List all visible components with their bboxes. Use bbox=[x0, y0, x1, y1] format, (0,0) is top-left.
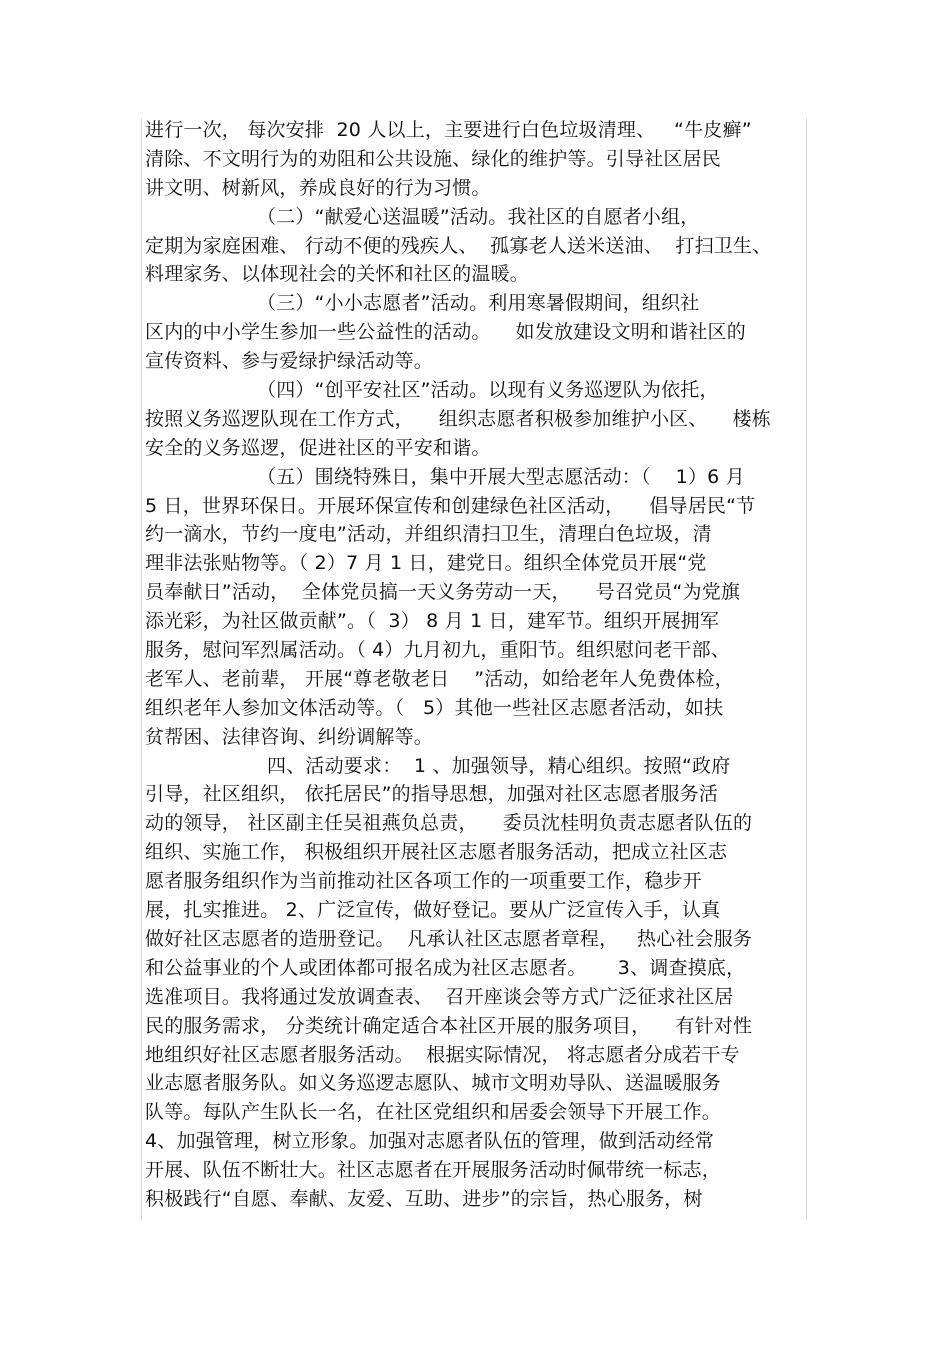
text-line: 定期为家庭困难、 行动不便的残疾人、 孤寡老人送米送油、 打扫卫生、 bbox=[145, 234, 772, 257]
text-line: 区内的中小学生参加一些公益性的活动。 如发放建设文明和谐社区的 bbox=[145, 321, 746, 344]
text-line: 宣传资料、参与爱绿护绿活动等。 bbox=[145, 350, 434, 373]
paragraph-heading-2: （二）“献爱心送温暖”活动。我社区的自愿者小组， bbox=[257, 205, 700, 228]
text-line: 展，扎实推进。 2、广泛宣传，做好登记。要从广泛宣传入手，认真 bbox=[145, 899, 721, 922]
page-frame-left bbox=[141, 118, 142, 1220]
text-line: 5 日，世界环保日。开展环保宣传和创建绿色社区活动， 倡导居民“节 bbox=[145, 494, 756, 517]
text-line: 组织老年人参加文体活动等。（ 5）其他一些社区志愿者活动，如扶 bbox=[145, 696, 724, 719]
text-line: 和公益事业的个人或团体都可报名成为社区志愿者。 3、调查摸底， bbox=[145, 956, 746, 979]
page-frame-right bbox=[806, 118, 807, 1220]
text-line: 进行一次， 每次安排 20 人以上，主要进行白色垃圾清理、 “牛皮癣” bbox=[145, 119, 752, 141]
section-heading-activity-requirements: 四、活动要求： 1 、加强领导，精心组织。按照“政府 bbox=[267, 754, 731, 777]
text-line: 按照义务巡逻队现在工作方式， 组织志愿者积极参加维护小区、 楼栋 bbox=[145, 407, 771, 430]
text-line: 业志愿者服务队。如义务巡逻志愿队、城市文明劝导队、送温暖服务 bbox=[145, 1072, 722, 1095]
text-line: 讲文明、树新风，养成良好的行为习惯。 bbox=[145, 176, 491, 199]
text-line: 引导，社区组织， 依托居民”的指导思想，加强对社区志愿者服务活 bbox=[145, 783, 719, 806]
text-line: 4、加强管理，树立形象。加强对志愿者队伍的管理，做到活动经常 bbox=[145, 1130, 715, 1153]
text-line: 贫帮困、法律咨询、纠纷调解等。 bbox=[145, 725, 434, 748]
text-line: 老军人、老前辈， 开展“尊老敬老日 ”活动，如给老年人免费体检， bbox=[145, 667, 734, 690]
text-line: 添光彩，为社区做贡献”。（ 3） 8 月 1 日，建军节。组织开展拥军 bbox=[145, 610, 720, 633]
text-line: 开展、队伍不断壮大。社区志愿者在开展服务活动时佩带统一标志， bbox=[145, 1159, 722, 1182]
text-line: 做好社区志愿者的造册登记。 凡承认社区志愿者章程， 热心社会服务 bbox=[145, 927, 753, 950]
text-line: 安全的义务巡逻，促进社区的平安和谐。 bbox=[145, 436, 491, 459]
text-line: 地组织好社区志愿者服务活动。 根据实际情况， 将志愿者分成若干专 bbox=[145, 1043, 740, 1066]
text-line: 愿者服务组织作为当前推动社区各项工作的一项重要工作，稳步开 bbox=[145, 870, 702, 893]
text-line: 选准项目。我将通过发放调查表、 召开座谈会等方式广泛征求社区居 bbox=[145, 985, 734, 1008]
text-line: 动的领导， 社区副主任吴祖燕负总责， 委员沈桂明负责志愿者队伍的 bbox=[145, 812, 753, 835]
text-line: 料理家务、以体现社会的关怀和社区的温暖。 bbox=[145, 263, 530, 286]
text-line: 服务，慰问军烈属活动。（ 4）九月初九，重阳节。组织慰问老干部、 bbox=[145, 639, 731, 662]
text-line: 队等。每队产生队长一名，在社区党组织和居委会领导下开展工作。 bbox=[145, 1101, 722, 1124]
text-line: 积极践行“自愿、奉献、友爱、互助、进步”的宗旨，热心服务，树 bbox=[145, 1187, 703, 1210]
document-body bbox=[145, 116, 805, 1214]
text-line: 员奉献日”活动， 全体党员搞一天义务劳动一天， 号召党员“为党旗 bbox=[145, 581, 741, 604]
paragraph-heading-5: （五）围绕特殊日，集中开展大型志愿活动：（ 1）6 月 bbox=[257, 465, 745, 488]
text-line: 约一滴水，节约一度电”活动，并组织清扫卫生，清理白色垃圾，清 bbox=[145, 523, 712, 546]
text-line: 清除、不文明行为的劝阻和公共设施、绿化的维护等。引导社区居民 bbox=[145, 147, 722, 170]
text-line: 理非法张贴物等。（ 2）7 月 1 日，建党日。组织全体党员开展“党 bbox=[145, 552, 707, 575]
text-line: 民的服务需求， 分类统计确定适合本社区开展的服务项目， 有针对性 bbox=[145, 1014, 753, 1037]
paragraph-heading-4: （四）“创平安社区”活动。以现有义务巡逻队为依托， bbox=[257, 379, 719, 402]
paragraph-heading-3: （三）“小小志愿者”活动。利用寒暑假期间，组织社 bbox=[257, 292, 700, 315]
text-line: 组织、实施工作， 积极组织开展社区志愿者服务活动，把成立社区志 bbox=[145, 841, 728, 864]
